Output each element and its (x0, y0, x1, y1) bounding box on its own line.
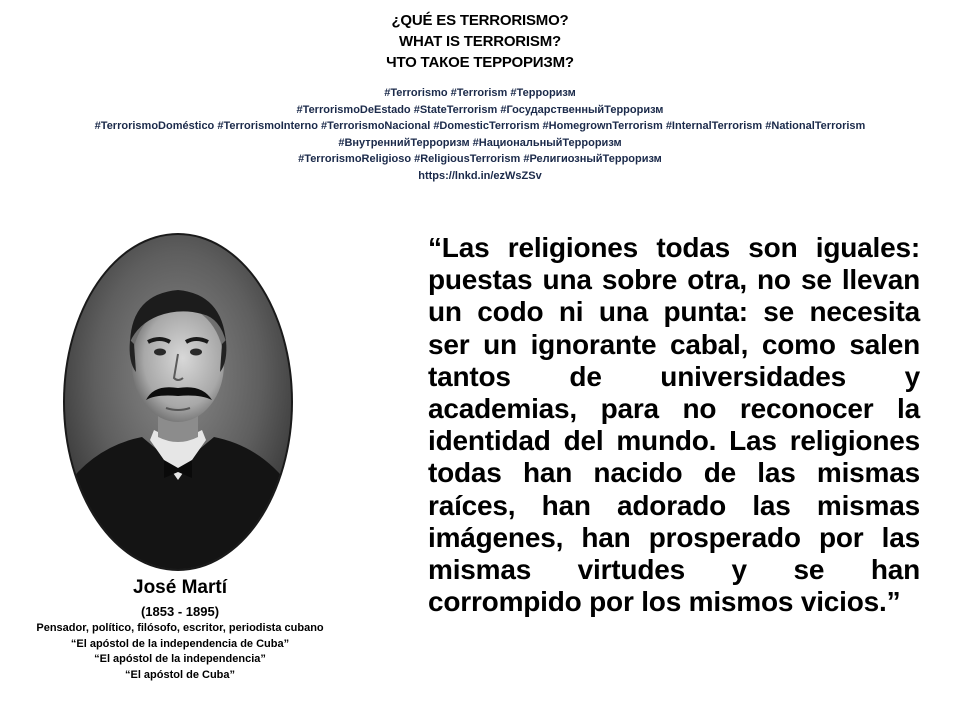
caption (0, 575, 360, 683)
epithet: “El apóstol de la independencia” (94, 653, 266, 665)
hashtag-line: #TerrorismoReligioso #ReligiousTerrorism #РелигиозныйТерроризм (298, 153, 662, 165)
person-name: José Martí (133, 577, 227, 598)
hashtag-line: #ВнутреннийТерроризм #НациональныйТерроризм (338, 136, 622, 149)
portrait-image (62, 232, 294, 572)
short-link: https://lnkd.in/ezWsZSv (418, 169, 542, 182)
person-years: (1853 - 1895) (140, 604, 220, 619)
epithet: “El apóstol de Cuba” (124, 668, 235, 681)
header (0, 10, 960, 184)
hashtag-line: #TerrorismoDoméstico #TerrorismoInterno #TerrorismoNacional #DomesticTerrorism #HomegrownTerrorism #InternalTerrorism #NationalTerrorism (94, 120, 866, 132)
title-block (0, 10, 960, 73)
quote-text: “Las religiones todas son iguales: puestas una sobre otra, no se llevan un codo ni una punta: se necesita ser un ignorante cabal, como salen tantos de universidades y academias, para no reconocer la identidad del mundo. Las religiones todas han nacido de las mismas raíces, han adorado las mismas imágenes, han prosperado por las mismas virtudes y se han corrompido por los mismos vicios.” (428, 232, 920, 618)
portrait (62, 232, 294, 572)
title-russian: ЧТО ТАКОЕ ТЕРРОРИЗМ? (386, 54, 574, 71)
title-spanish: ¿QUÉ ES TERRORISMO? (391, 12, 569, 29)
person-description: Pensador, político, filósofo, escritor, periodista cubano (36, 622, 324, 634)
title-english: WHAT IS TERRORISM? (399, 33, 561, 50)
epithet: “El apóstol de la independencia de Cuba” (70, 637, 290, 650)
hashtag-line: #TerrorismoDeEstado #StateTerrorism #ГосударственныйТерроризм (296, 103, 664, 116)
hashtag-line: #Terrorismo #Terrorism #Терроризм (384, 87, 576, 99)
